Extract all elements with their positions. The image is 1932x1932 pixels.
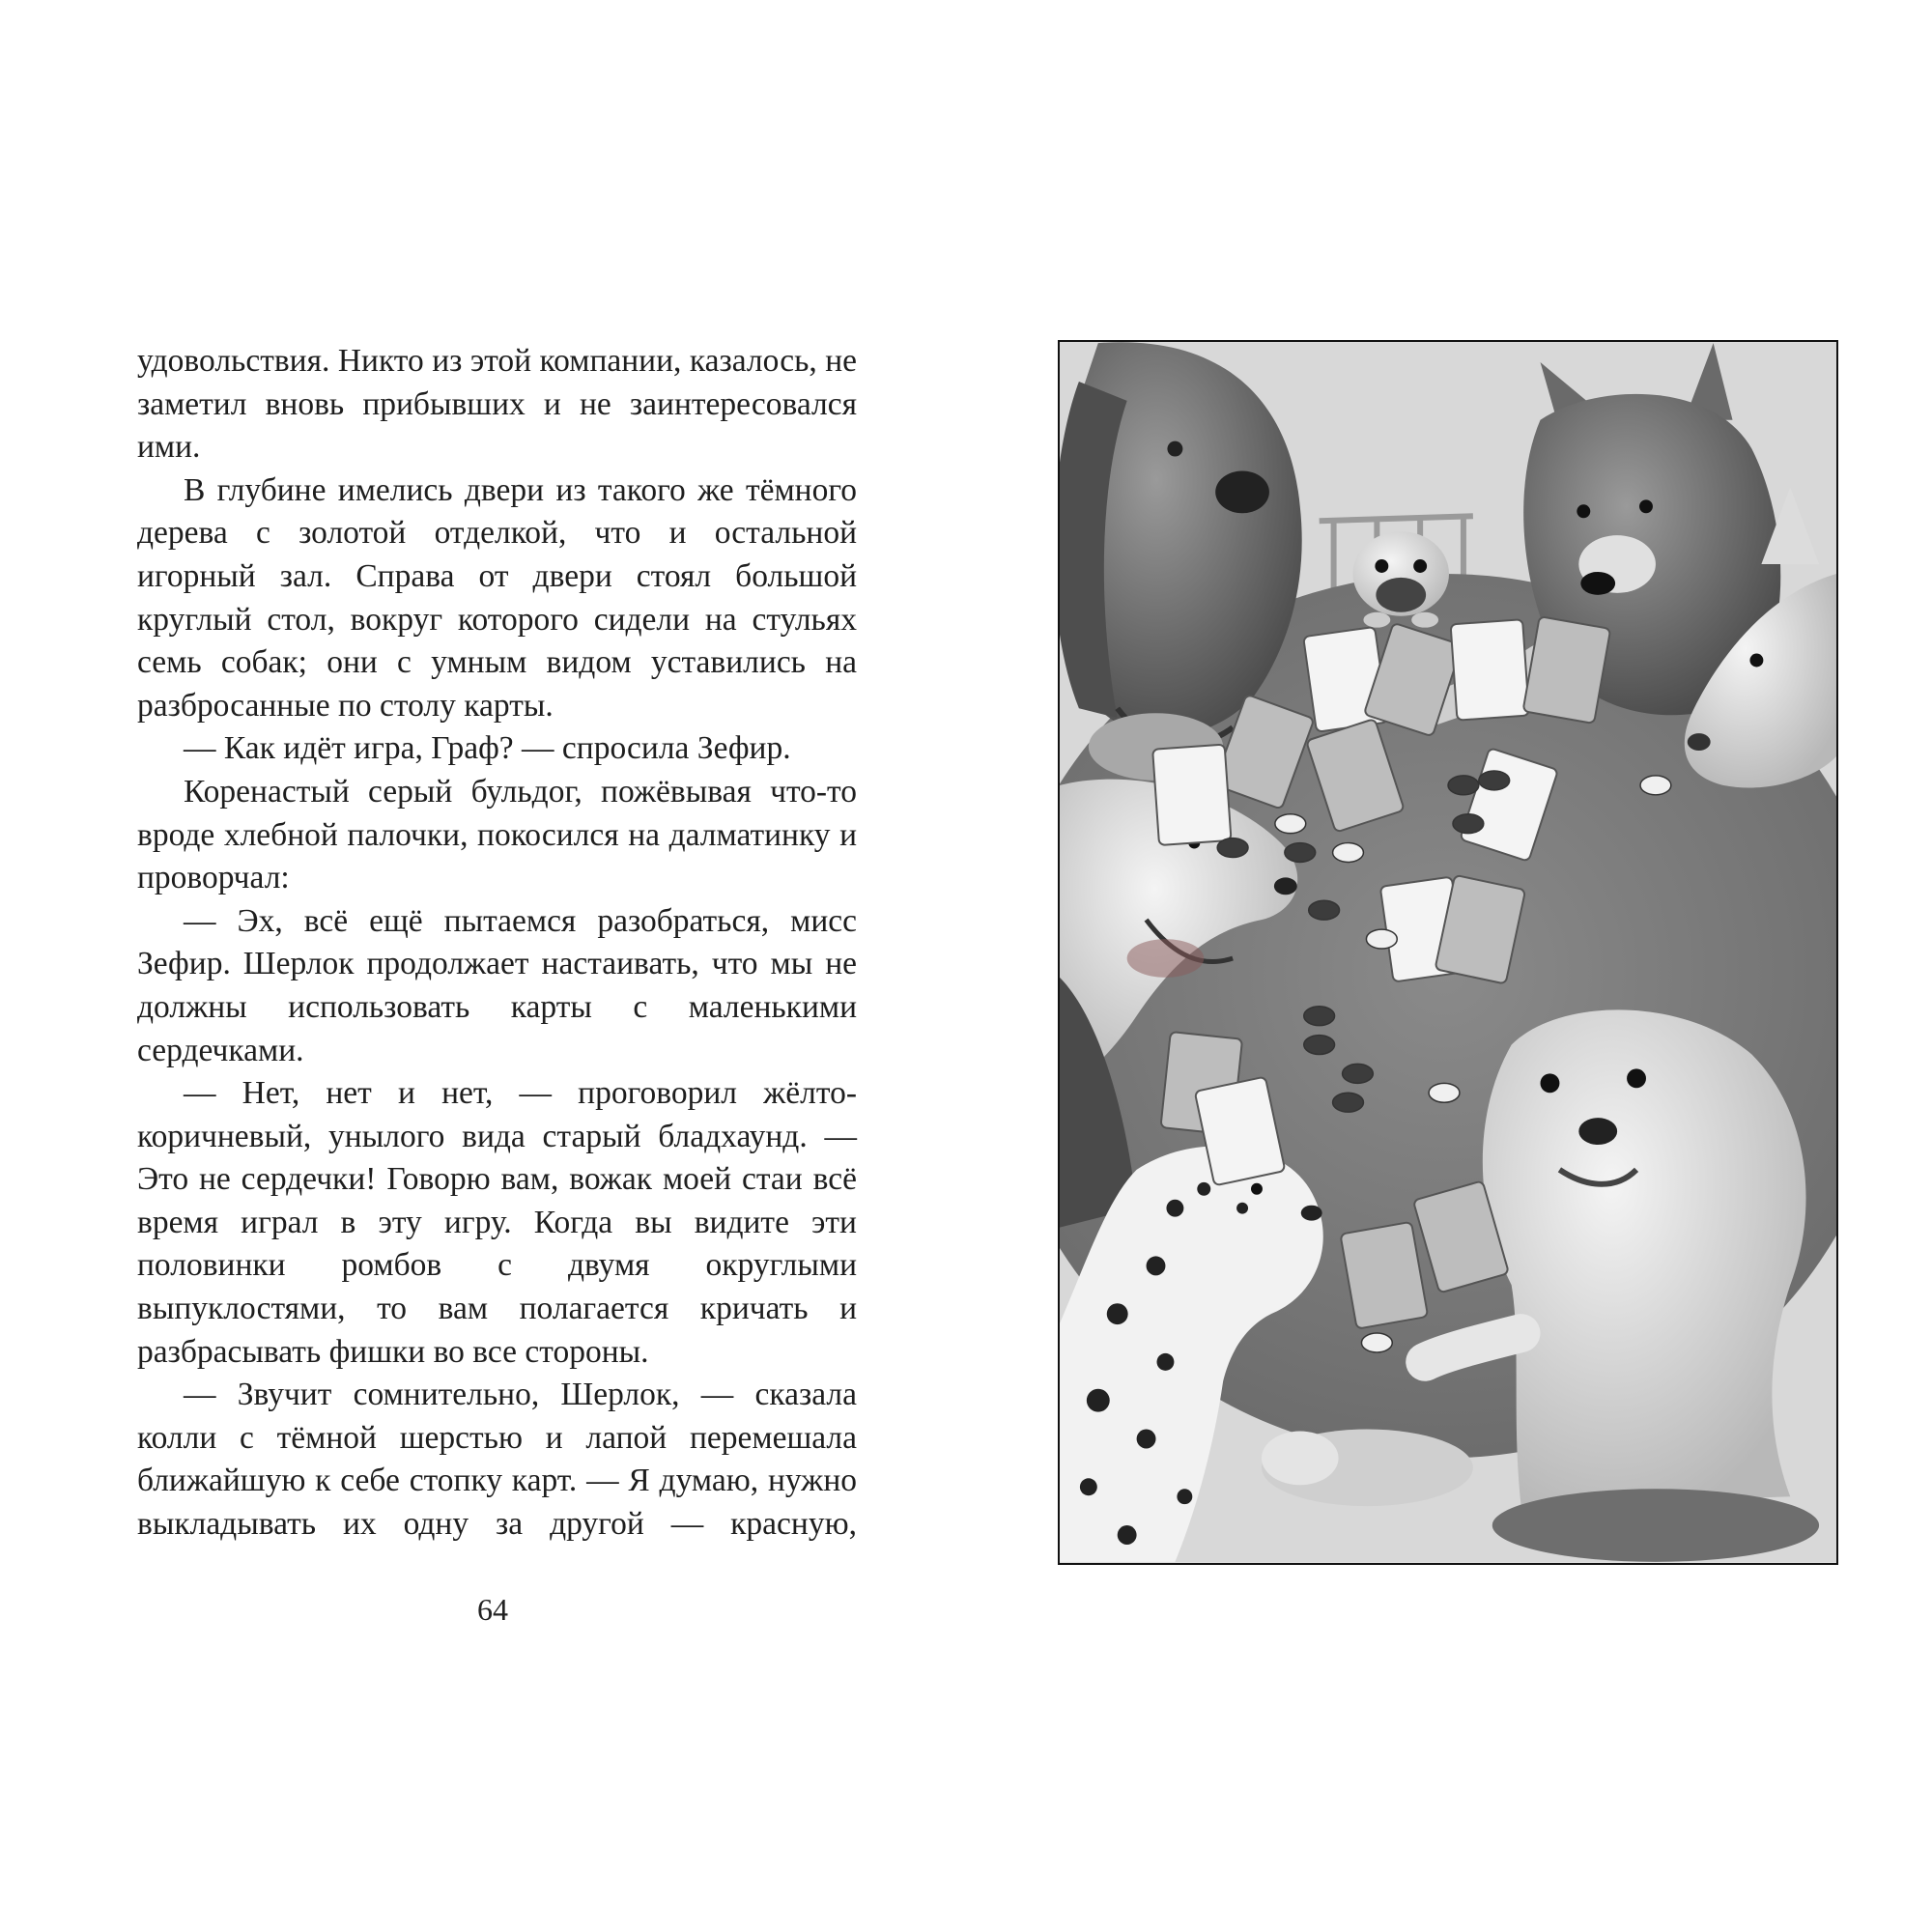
paragraph-1: удовольствия. Никто из этой компании, казалось, не заметил вновь прибывших и не заинтересовался ими.	[137, 343, 857, 466]
paragraph-7: — Звучит сомнительно, Шерлок, — сказала колли с тёмной шерстью и лапой перемешала ближайшую к себе стопку карт. — Я думаю, нужно выкладывать их одну за другой — красную,	[137, 1377, 857, 1543]
paragraph-6: — Нет, нет и нет, — проговорил жёлто-коричневый, унылого вида старый бладхаунд. — Это не сердечки! Говорю вам, вожак моей стаи всё время играл в эту игру. Когда вы видите эти половинки ромбов с двумя округлыми выпуклостями, то вам полагается кричать и разбрасывать фишки во все стороны.	[137, 1075, 857, 1370]
illustration-dogs-playing-cards	[1058, 340, 1838, 1565]
paragraph-5: — Эх, всё ещё пытаемся разобраться, мисс Зефир. Шерлок продолжает настаивать, что мы не должны использовать карты с маленькими сердечками.	[137, 902, 857, 1068]
paragraph-2: В глубине имелись двери из такого же тёмного дерева с золотой отделкой, что и остальной игорный зал. Справа от двери стоял большой круглый стол, вокруг которого сидели на стульях семь собак; они с умным видом уставились на разбросанные по столу карты.	[137, 471, 857, 724]
paragraph-4: Коренастый серый бульдог, пожёвывая что-то вроде хлебной палочки, покосился на далматинку и проворчал:	[137, 773, 857, 896]
body-text	[137, 340, 857, 1547]
illustration-drawing	[1060, 342, 1836, 1563]
page-number: 64	[477, 1592, 508, 1627]
sleeping-dog	[1262, 1430, 1473, 1507]
paragraph-3: — Как идёт игра, Граф? — спросила Зефир.	[184, 730, 791, 767]
